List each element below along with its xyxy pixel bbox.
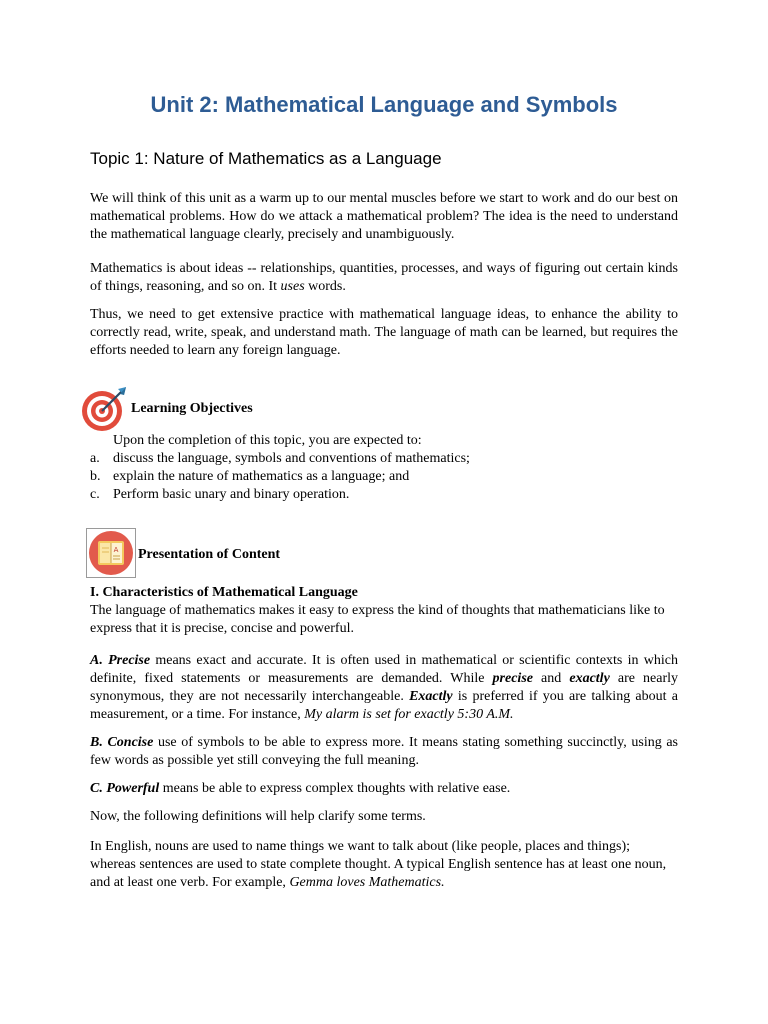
list-item: b. explain the nature of mathematics as a language; and	[90, 469, 410, 484]
objectives-list	[90, 450, 470, 504]
section-intro: The language of mathematics makes it easy to express the kind of thoughts that mathematicians like to express that it is precise, concise and powerful.	[90, 603, 665, 636]
list-item: a. discuss the language, symbols and conventions of mathematics;	[90, 451, 470, 466]
learning-objectives-heading: Learning Objectives	[131, 401, 253, 416]
svg-text:A: A	[113, 546, 119, 554]
objectives-intro: Upon the completion of this topic, you are expected to:	[113, 433, 422, 448]
definitions-intro: Now, the following definitions will help clarify some terms.	[90, 809, 426, 824]
list-item: c. Perform basic unary and binary operation.	[90, 487, 350, 502]
intro-paragraph-1: We will think of this unit as a warm up to our mental muscles before we start to work and do our best on mathematical problems. How do we attack a mathematical problem? The idea is the need to understand the mathematical language clearly, precisely and unambiguously.	[90, 191, 678, 242]
concise-paragraph: B. Concise use of symbols to be able to express more. It means stating something succinctly, using as few words as possible yet still conveying the full meaning.	[90, 735, 678, 768]
english-paragraph: In English, nouns are used to name things we want to talk about (like people, places and things); whereas sentences are used to state complete thought. A typical English sentence has at least one noun, and at least one verb. For example, Gemma loves Mathematics.	[90, 839, 667, 890]
intro-paragraph-2: Mathematics is about ideas -- relationships, quantities, processes, and ways of figuring out certain kinds of things, reasoning, and so on. It uses words.	[90, 261, 678, 294]
intro-paragraph-3: Thus, we need to get extensive practice with mathematical language ideas, to enhance the ability to correctly read, write, speak, and understand math. The language of math can be learned, but requires the efforts needed to learn any foreign language.	[90, 307, 678, 358]
section-title: I. Characteristics of Mathematical Language	[90, 585, 358, 600]
unit-title: Unit 2: Mathematical Language and Symbols	[150, 92, 618, 117]
presentation-heading: Presentation of Content	[138, 547, 281, 562]
uses-emphasis: uses	[280, 279, 305, 294]
precise-paragraph: A. Precise means exact and accurate. It is often used in mathematical or scientific contexts in which definite, fixed statements or measurements are demanded. While precise and exactly are nearly synonymous, they are not necessarily interchangeable. Exactly is preferred if you are talking about a measurement, or a time. For instance, My alarm is set for exactly 5:30 A.M.	[90, 653, 678, 722]
powerful-paragraph: C. Powerful means be able to express complex thoughts with relative ease.	[90, 781, 511, 796]
target-icon	[80, 385, 128, 433]
book-icon	[86, 528, 136, 578]
topic-title: Topic 1: Nature of Mathematics as a Language	[90, 149, 442, 168]
